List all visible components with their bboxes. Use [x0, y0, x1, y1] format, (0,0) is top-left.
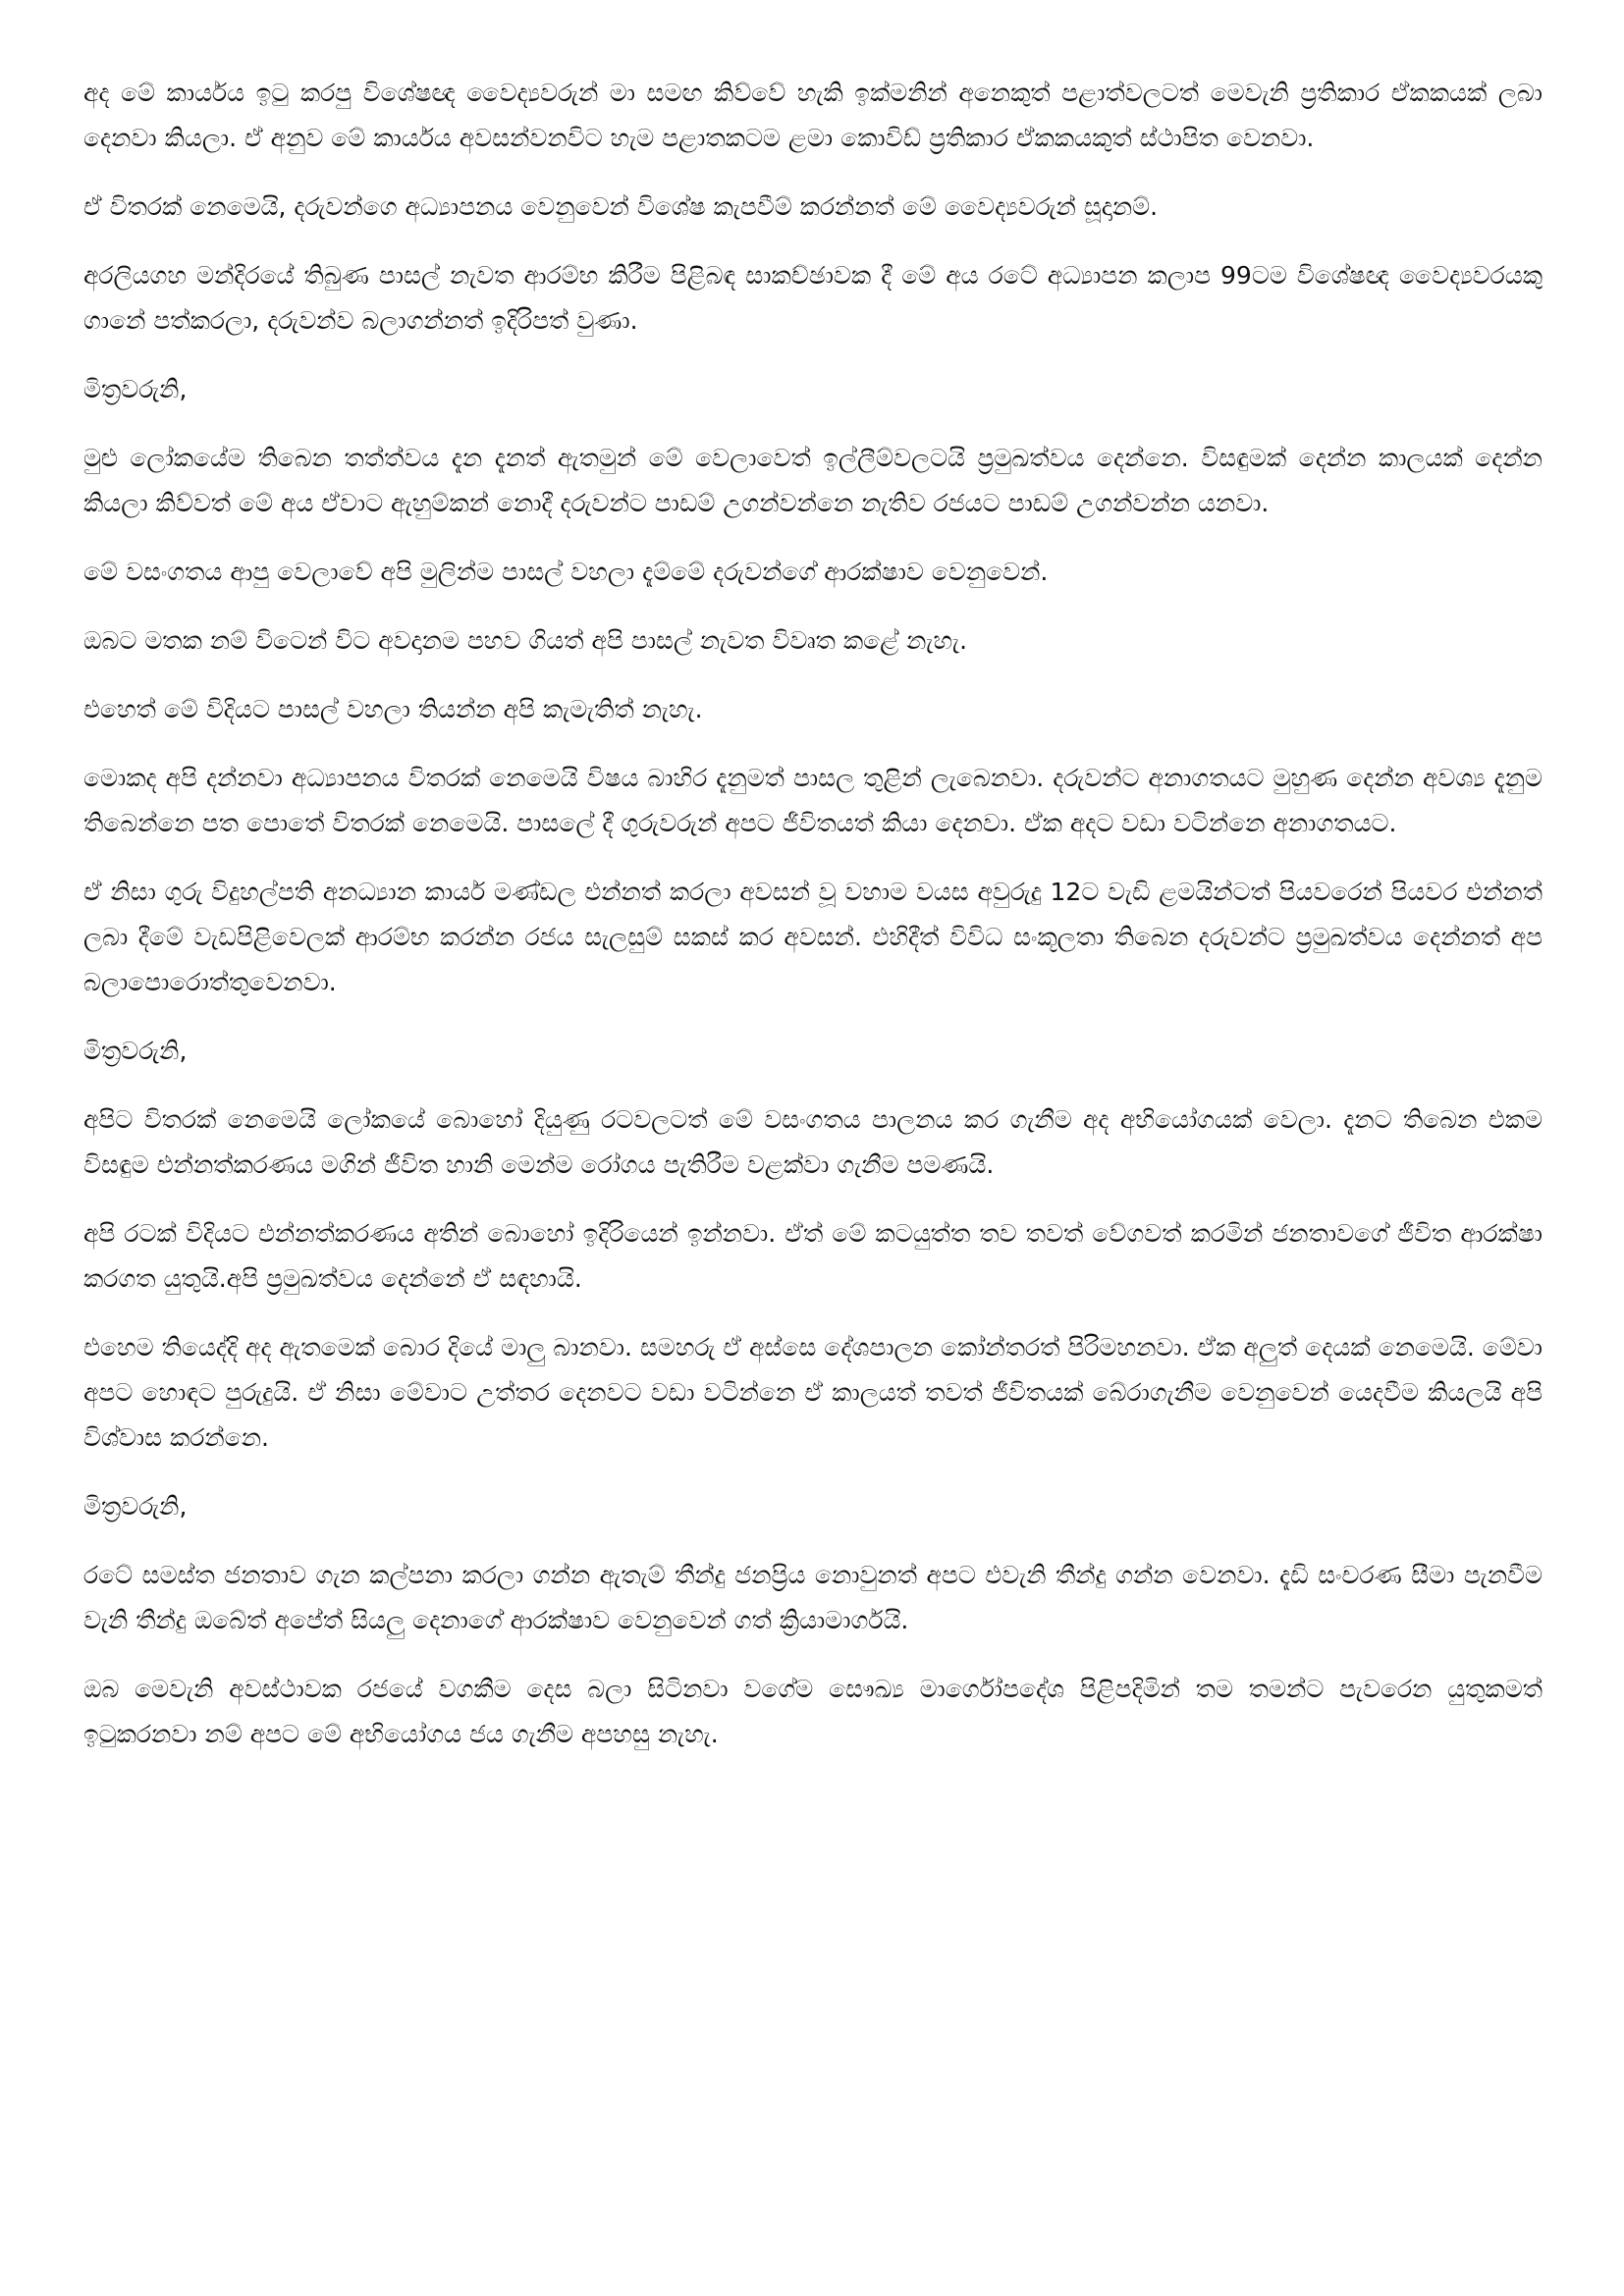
salutation: මිත්‍රවරුනි, — [83, 1037, 188, 1065]
paragraph: ඔබ මෙවැනි අවස්ථාවක රජයේ වගකීම දෙස බලා සිටිනවා වගේම සෞඛ්‍ය මාර්ගෝපදේශ පිළිපදිමින් තම තමන්ට පැවරෙන යුතුකමත් ඉටුකරනවා නම් අපට මේ අභියෝගය ජය ගැනීම අපහසු නැහැ. — [83, 1675, 1543, 1748]
paragraph: රටේ සමස්ත ජනතාව ගැන කල්පනා කරලා ගන්න ඇතැම් තීන්දු ජනප්‍රිය නොවුනත් අපට එවැනි තීන්දු ගන්න වෙනවා. දැඩි සංචරණ සීමා පැනවීම වැනි තීන්දු ඔබේත් අපේත් සියලු දෙනාගේ ආරක්ෂාව වෙනුවෙන් ගත් ක්‍රියාමාර්ගයි. — [83, 1561, 1543, 1634]
salutation: මිත්‍රවරුනි, — [83, 1492, 188, 1521]
document-page — [83, 71, 1543, 1781]
paragraph: මේ වසංගතය ආපු වෙලාවේ අපි මුලින්ම පාසල් වහලා දැම්මේ දරුවන්ගේ ආරක්ෂාව වෙනුවෙන්. — [83, 558, 1049, 586]
paragraph: අද මේ කාර්යය ඉටු කරපු විශේෂඥ වෛද්‍යවරුන් මා සමඟ කිව්වේ හැකි ඉක්මනින් අනෙකුත් පළාත්වලටත් මෙවැනි ප්‍රතිකාර ඒකකයක් ලබා දෙනවා කියලා. ඒ අනුව මේ කාර්යය අවසන්වනවිට හැම පළාතකටම ළමා කොවිඩ් ප්‍රතිකාර ඒකකයකුත් ස්ථාපිත වෙනවා. — [83, 79, 1543, 152]
paragraph: ඒ නිසා ගුරු විදුහල්පති අනධ්‍යාන කාර්ය මණ්ඩල එන්නත් කරලා අවසන් වූ වහාම වයස අවුරුදු 12ට වැඩි ළමයින්ටත් පියවරෙන් පියවර එන්නත් ලබා දීමේ වැඩපිළිවෙලක් ආරම්භ කරන්න රජය සැලසුම් සකස් කර අවසන්. එහිදීත් විවිධ සංකූලතා තිබෙන දරුවන්ට ප්‍රමුඛත්වය දෙන්නත් අප බලාපොරොත්තුවෙනවා. — [83, 878, 1543, 996]
paragraph: අරලියගහ මන්දිරයේ තිබුණ පාසල් නැවත ආරම්භ කිරීම පිළිබඳ සාකච්ඡාවක දී මේ අය රටේ අධ්‍යාපන කලාප 99ටම විශේෂඥ වෛද්‍යවරයකු ගානේ පත්කරලා, දරුවන්ව බලාගන්නත් ඉදිරිපත් වුණා. — [83, 261, 1543, 335]
paragraph: එහෙම තියෙද්දි අද ඇතමෙක් බොර දියේ මාලු බානවා. සමහරු ඒ අස්සෙ දේශපාලන කෝන්තරත් පිරිමහනවා. ඒක අලුත් දෙයක් නෙමෙයි. මේවා අපට හොඳට පුරුදුයි. ඒ නිසා මේවාට උත්තර දෙනවට වඩා වටින්නෙ ඒ කාලයත් තවත් ජීවිතයක් බේරාගැනීම වෙනුවෙන් යෙදවීම කියලයි අපි විශ්වාස කරන්නෙ. — [83, 1333, 1543, 1452]
paragraph: ඔබට මතක නම් විටෙන් විට අවදානම පහව ගියත් අපි පාසල් නැවත විවෘත කළේ නැහැ. — [83, 626, 968, 655]
salutation: මිත්‍රවරුනි, — [83, 375, 188, 403]
paragraph: ඒ විතරක් නෙමෙයි, දරුවන්ගෙ අධ්‍යාපනය වෙනුවෙන් විශේෂ කැපවීම් කරන්නත් මේ වෛද්‍යවරුන් සූදානම්. — [83, 192, 1159, 221]
paragraph: මුළු ලෝකයේම තිබෙන තත්ත්වය දැන දැනත් ඇතමුන් මේ වෙලාවෙත් ඉල්ලීම්වලටයි ප්‍රමුඛත්වය දෙන්නෙ. විසඳුමක් දෙන්න කාලයක් දෙන්න කියලා කිව්වත් මේ අය ඒවාට ඇහුම්කන් නොදී දරුවන්ට පාඩම් උගන්වන්නෙ නැතිව රජයට පාඩම් උගන්වන්න යනවා. — [83, 444, 1543, 517]
paragraph: අපිට විතරක් නෙමෙයි ලෝකයේ බොහෝ දියුණු රටවලටත් මේ වසංගතය පාලනය කර ගැනීම අද අභියෝගයක් වෙලා. දැනට තිබෙන එකම විසඳුම එන්නත්කරණය මගින් ජීවිත හානි මෙන්ම රෝගය පැතිරීම වළක්වා ගැනීම පමණයි. — [83, 1105, 1543, 1179]
paragraph: අපි රටක් විදියට එන්නත්කරණය අතින් බොහෝ ඉදිරියෙන් ඉන්නවා. ඒත් මේ කටයුත්ත තව තවත් වේගවත් කරමින් ජනතාවගේ ජීවිත ආරක්ෂා කරගත යුතුයි.අපි ප්‍රමුඛත්වය දෙන්නේ ඒ සඳහායි. — [83, 1219, 1543, 1293]
paragraph: මොකද අපි දන්නවා අධ්‍යාපනය විතරක් නෙමෙයි විෂය බාහිර දැනුමත් පාසල තුළින් ලැබෙනවා. දරුවන්ට අනාගතයට මුහුණ දෙන්න අවශ්‍ය දැනුම තිබෙන්නෙ පත පොතේ විතරක් නෙමෙයි. පාසලේ දී ගුරුවරුන් අපට ජීවිතයත් කියා දෙනවා. ඒක අදට වඩා වටින්නෙ අනාගතයට. — [83, 764, 1543, 837]
paragraph: එහෙත් මේ විදියට පාසල් වහලා තියන්න අපි කැමැතිත් නැහැ. — [83, 695, 703, 723]
